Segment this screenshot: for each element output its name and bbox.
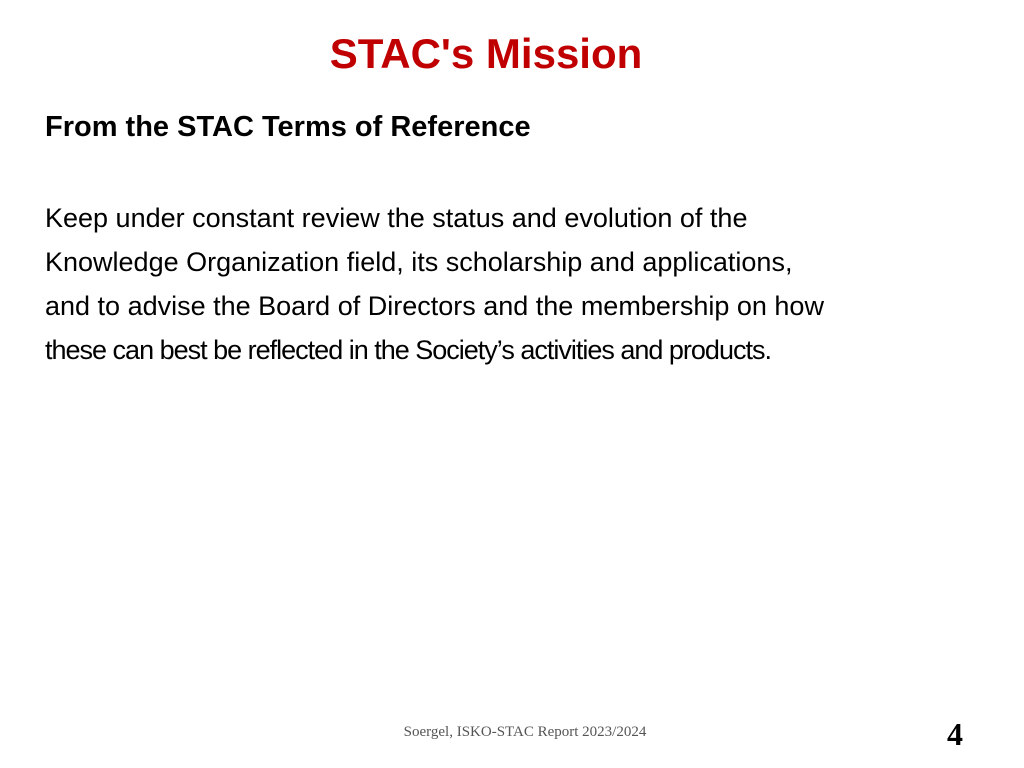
slide-subtitle: From the STAC Terms of Reference bbox=[45, 111, 531, 143]
slide-title: STAC's Mission bbox=[329, 30, 643, 77]
mission-line: Knowledge Organization field, its scholarship and applications, bbox=[45, 247, 793, 277]
mission-line: and to advise the Board of Directors and the membership on how bbox=[45, 291, 824, 321]
mission-line: these can best be reflected in the Society’s activities and products. bbox=[45, 335, 771, 365]
mission-line: Keep under constant review the status and evolution of the bbox=[45, 203, 748, 233]
slide-footer: Soergel, ISKO-STAC Report 2023/2024 bbox=[403, 724, 647, 740]
page-number: 4 bbox=[947, 716, 963, 752]
mission-statement bbox=[45, 196, 985, 372]
